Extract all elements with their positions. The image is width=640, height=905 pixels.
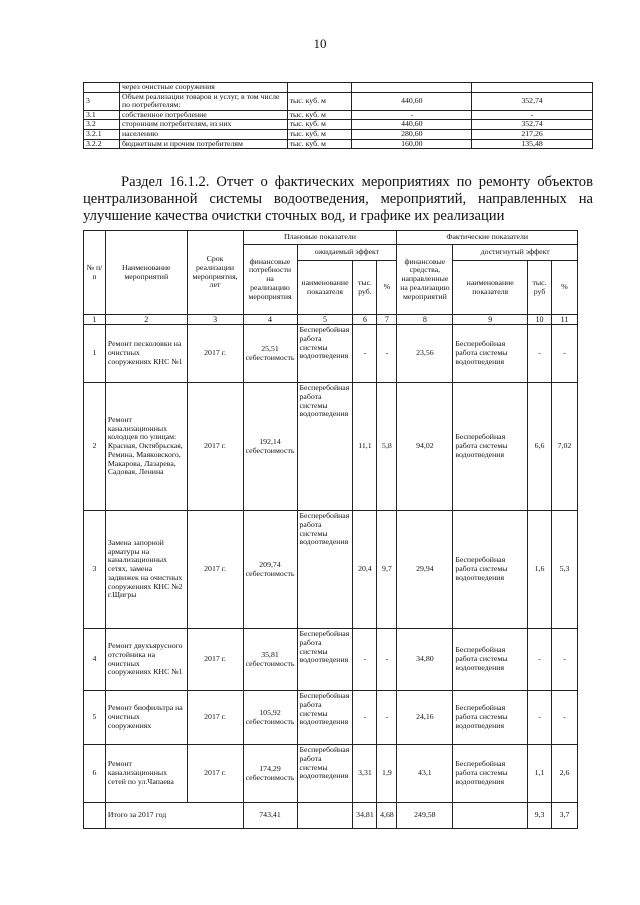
measure-pct: - [377, 325, 397, 383]
volume-table [83, 82, 593, 149]
column-index: 8 [397, 315, 453, 325]
measure-rub: - [353, 325, 377, 383]
header-indicator-name: наименование показателя [297, 261, 353, 315]
header-fact-indicator-name: наименование показателя [453, 261, 528, 315]
row-name: собственное потребление [119, 110, 287, 120]
measure-fact-indicator: Бесперебойная работа системы водоотведения [453, 629, 528, 691]
header-actual: Фактические показатели [397, 231, 578, 245]
measure-row [84, 383, 578, 511]
row-value-fact: 352,74 [472, 120, 593, 130]
volume-table-row [84, 120, 593, 130]
measure-term: 2017 г. [187, 511, 243, 629]
total-label: Итого за 2017 год [105, 803, 243, 829]
measure-fact-pct: 5,3 [551, 511, 577, 629]
row-unit: тыс. куб. м [287, 110, 352, 120]
row-value-fact: - [472, 110, 593, 120]
measure-fact-rub: 1,6 [528, 511, 552, 629]
measure-indicator: Бесперебойная работа системы водоотведения [297, 511, 353, 629]
measure-fact-pct: 2,6 [551, 745, 577, 803]
page-number: 10 [313, 36, 327, 51]
row-unit [287, 83, 352, 93]
row-number: 3.1 [84, 110, 120, 120]
measure-row [84, 325, 578, 383]
measure-fact-pct: - [551, 325, 577, 383]
header-term: Срок реализации мероприятия, лет [187, 231, 243, 315]
row-name: населению [119, 129, 287, 139]
measure-num: 6 [84, 745, 106, 803]
row-value-plan: - [352, 110, 472, 120]
measure-fact-rub: - [528, 691, 552, 745]
measure-indicator: Бесперебойная работа системы водоотведения [297, 325, 353, 383]
measure-name: Замена запорной арматуры на канализационных сетях, замена задвижек на очистных сооружениях КНС №2 г.Щигры [105, 511, 187, 629]
header-num: № п/ п [84, 231, 106, 315]
measure-row [84, 745, 578, 803]
measure-indicator: Бесперебойная работа системы водоотведения [297, 383, 353, 511]
measure-pct: - [377, 629, 397, 691]
measure-name: Ремонт двухъярусного отстойника на очистных сооружениях КНС №1 [105, 629, 187, 691]
row-value-plan: 160,00 [352, 139, 472, 149]
measure-fact-fin: 24,16 [397, 691, 453, 745]
total-plan-fin: 743,41 [243, 803, 297, 829]
row-unit: тыс. куб. м [287, 92, 352, 110]
column-index-row [84, 315, 578, 325]
total-row [84, 803, 578, 829]
volume-table-row [84, 139, 593, 149]
row-value-plan: 440,60 [352, 120, 472, 130]
column-index: 1 [84, 315, 106, 325]
measure-fact-rub: - [528, 325, 552, 383]
measure-fact-pct: 7,02 [551, 383, 577, 511]
measure-rub: 20,4 [353, 511, 377, 629]
measure-fact-indicator: Бесперебойная работа системы водоотведения [453, 325, 528, 383]
measure-fact-indicator: Бесперебойная работа системы водоотведения [453, 511, 528, 629]
total-indicator-empty [297, 803, 353, 829]
measure-plan-fin: 209,74 себестоимость [243, 511, 297, 629]
column-index: 3 [187, 315, 243, 325]
measure-fact-pct: - [551, 691, 577, 745]
measure-term: 2017 г. [187, 325, 243, 383]
header-percent: % [377, 261, 397, 315]
measure-rub: - [353, 691, 377, 745]
row-name: сторонним потребителям, из них [119, 120, 287, 130]
total-fact-indicator-empty [453, 803, 528, 829]
measure-fact-rub: - [528, 629, 552, 691]
total-rub: 34,81 [353, 803, 377, 829]
measure-fact-indicator: Бесперебойная работа системы водоотведения [453, 383, 528, 511]
row-number: 3.2.2 [84, 139, 120, 149]
measure-term: 2017 г. [187, 691, 243, 745]
header-name: Наименование мероприятий [105, 231, 187, 315]
row-number: 3.2 [84, 120, 120, 130]
column-index: 7 [377, 315, 397, 325]
total-empty [84, 803, 106, 829]
row-value-fact [472, 83, 593, 93]
header-fact-fin: финансовые средства, направленные на реализацию мероприятий [397, 245, 453, 315]
measure-pct: 1,9 [377, 745, 397, 803]
measure-num: 1 [84, 325, 106, 383]
measure-fact-indicator: Бесперебойная работа системы водоотведения [453, 691, 528, 745]
header-fact-percent: % [551, 261, 577, 315]
row-name: Объем реализации товаров и услуг, в том числе по потребителям: [119, 92, 287, 110]
measure-name: Ремонт канализационных колодцев по улицам: Красная, Октябрьская, Ремина, Маяковского, Макарова, Лазарева, Садовая, Ленина [105, 383, 187, 511]
row-value-fact: 135,48 [472, 139, 593, 149]
column-index: 6 [353, 315, 377, 325]
row-unit: тыс. куб. м [287, 120, 352, 130]
total-fact-rub: 9,3 [528, 803, 552, 829]
row-value-plan: 280,60 [352, 129, 472, 139]
row-value-plan [352, 83, 472, 93]
row-value-fact: 352,74 [472, 92, 593, 110]
measure-rub: 11,1 [353, 383, 377, 511]
row-number: 3.2.1 [84, 129, 120, 139]
measure-plan-fin: 192,14 себестоимость [243, 383, 297, 511]
header-planned: Плановые показатели [243, 231, 397, 245]
measure-fact-fin: 94,02 [397, 383, 453, 511]
row-name: бюджетным и прочим потребителям [119, 139, 287, 149]
column-index: 11 [551, 315, 577, 325]
measure-fact-pct: - [551, 629, 577, 691]
row-value-fact: 217,26 [472, 129, 593, 139]
measure-name: Ремонт биофильтра на очистных сооружениях [105, 691, 187, 745]
row-number [84, 83, 120, 93]
header-expected-effect: ожидаемый эффект [297, 245, 397, 261]
measure-term: 2017 г. [187, 629, 243, 691]
measure-term: 2017 г. [187, 383, 243, 511]
total-fact-pct: 3,7 [551, 803, 577, 829]
volume-table-row [84, 129, 593, 139]
measure-rub: - [353, 629, 377, 691]
measure-pct: - [377, 691, 397, 745]
header-thous-rub: тыс. руб. [353, 261, 377, 315]
measure-fact-fin: 29,94 [397, 511, 453, 629]
measure-plan-fin: 105,92 себестоимость [243, 691, 297, 745]
measure-num: 5 [84, 691, 106, 745]
volume-table-row [84, 83, 593, 93]
measure-name: Ремонт песколовки на очистных сооружениях КНС №1 [105, 325, 187, 383]
column-index: 10 [528, 315, 552, 325]
measure-pct: 9,7 [377, 511, 397, 629]
measure-indicator: Бесперебойная работа системы водоотведения [297, 629, 353, 691]
row-value-plan: 440,60 [352, 92, 472, 110]
header-achieved-effect: достигнутый эффект [453, 245, 578, 261]
measure-row [84, 691, 578, 745]
column-index: 9 [453, 315, 528, 325]
total-fact-fin: 249,58 [397, 803, 453, 829]
row-number: 3 [84, 92, 120, 110]
row-unit: тыс. куб. м [287, 129, 352, 139]
volume-table-row [84, 92, 593, 110]
measure-term: 2017 г. [187, 745, 243, 803]
measure-fact-fin: 23,56 [397, 325, 453, 383]
row-unit: тыс. куб. м [287, 139, 352, 149]
section-title: Раздел 16.1.2. Отчет о фактических мероприятиях по ремонту объектов централизованной системы водоотведения, мероприятий, направленных на улучшение качества очистки сточных вод, и графике их реализации [83, 174, 593, 224]
measure-indicator: Бесперебойная работа системы водоотведения [297, 745, 353, 803]
total-pct: 4,68 [377, 803, 397, 829]
measure-row [84, 629, 578, 691]
row-name: через очистные сооружения [119, 83, 287, 93]
measure-plan-fin: 174,29 себестоимость [243, 745, 297, 803]
measure-plan-fin: 25,51 себестоимость [243, 325, 297, 383]
measure-rub: 3,31 [353, 745, 377, 803]
measures-table [83, 230, 578, 829]
measure-num: 3 [84, 511, 106, 629]
measure-name: Ремонт канализационных сетей по ул.Чапаева [105, 745, 187, 803]
measure-num: 2 [84, 383, 106, 511]
measure-fact-fin: 43,1 [397, 745, 453, 803]
measure-num: 4 [84, 629, 106, 691]
measure-row [84, 511, 578, 629]
header-fact-thous-rub: тыс. руб [528, 261, 552, 315]
column-index: 5 [297, 315, 353, 325]
column-index: 2 [105, 315, 187, 325]
measure-indicator: Бесперебойная работа системы водоотведения [297, 691, 353, 745]
column-index: 4 [243, 315, 297, 325]
measure-pct: 5,8 [377, 383, 397, 511]
header-plan-fin: финансовые потребности на реализацию мероприятия [243, 245, 297, 315]
measure-fact-fin: 34,80 [397, 629, 453, 691]
measure-fact-indicator: Бесперебойная работа системы водоотведения [453, 745, 528, 803]
measure-fact-rub: 1,1 [528, 745, 552, 803]
measure-fact-rub: 6,6 [528, 383, 552, 511]
measure-plan-fin: 35,81 себестоимость [243, 629, 297, 691]
